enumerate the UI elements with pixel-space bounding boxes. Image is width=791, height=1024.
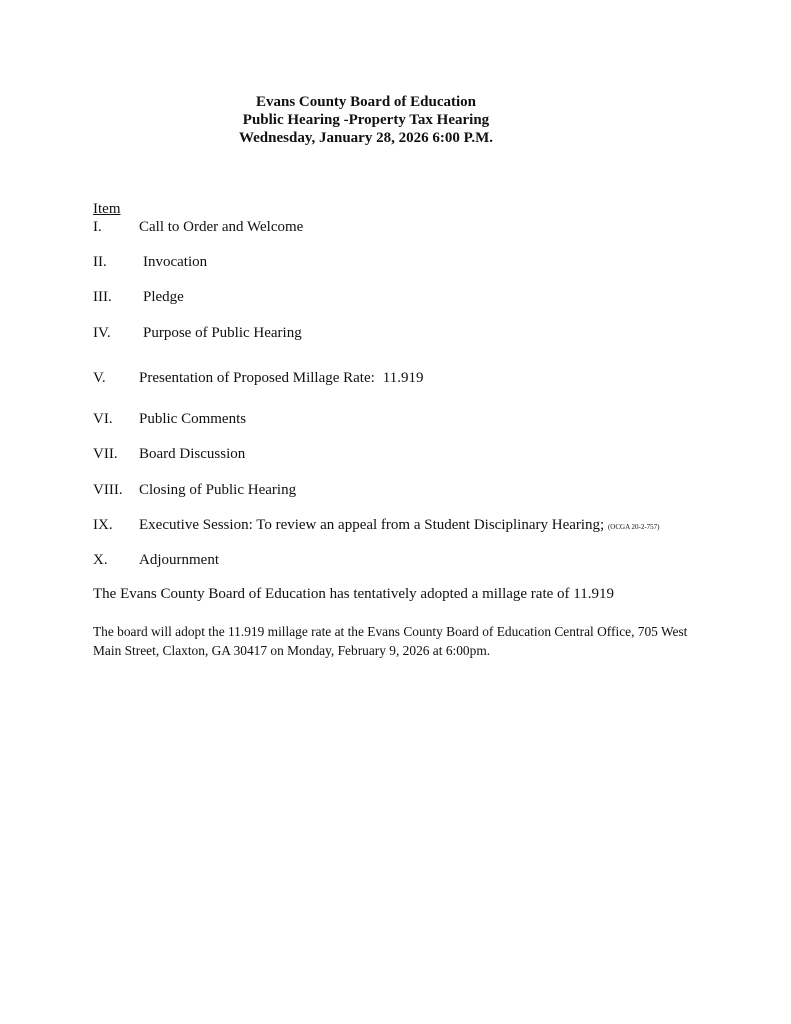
agenda-item-number: VII. <box>93 446 118 462</box>
hearing-title: Public Hearing -Property Tax Hearing <box>242 112 490 128</box>
agenda-item <box>93 481 296 499</box>
agenda-item-text: Executive Session: To review an appeal from a Student Disciplinary Hearing; <box>139 517 605 533</box>
agenda-item-number: VIII. <box>93 482 123 498</box>
agenda-item-text: Closing of Public Hearing <box>139 482 297 498</box>
agenda-item-text: Purpose of Public Hearing <box>143 325 302 341</box>
agenda-item-text: Pledge <box>143 289 184 305</box>
agenda-item <box>93 218 303 236</box>
agenda-item <box>93 551 219 569</box>
agenda-item-number: II. <box>93 254 107 270</box>
agenda-item-number: V. <box>93 370 106 386</box>
agenda-item-number: III. <box>93 289 112 305</box>
agenda-item <box>93 516 660 536</box>
millage-rate-value: 11.919 <box>382 370 424 386</box>
tentative-adoption-notice: The Evans County Board of Education has tentatively adopted a millage rate of 11.919 <box>93 586 614 602</box>
agenda-item-number: IX. <box>93 517 113 533</box>
agenda-item-heading: Item <box>93 201 121 217</box>
agenda-item-number: X. <box>93 552 108 568</box>
agenda-item <box>93 410 246 428</box>
statute-citation: (OCGA 20-2-757) <box>607 523 660 531</box>
agenda-item-text: Presentation of Proposed Millage Rate: <box>139 370 375 386</box>
agenda-item-number: I. <box>93 219 102 235</box>
agenda-item-text: Public Comments <box>139 411 247 427</box>
agenda-item-text: Invocation <box>143 254 208 270</box>
hearing-datetime: Wednesday, January 28, 2026 6:00 P.M. <box>238 130 494 146</box>
organization-title: Evans County Board of Education <box>255 94 477 110</box>
agenda-item-text: Adjournment <box>139 552 219 568</box>
agenda-item <box>93 369 424 387</box>
agenda-item <box>93 288 184 306</box>
agenda-item <box>93 253 207 271</box>
agenda-item-number: IV. <box>93 325 111 341</box>
agenda-item-number: VI. <box>93 411 113 427</box>
agenda-item-text: Call to Order and Welcome <box>139 219 304 235</box>
agenda-item <box>93 445 245 463</box>
agenda-item <box>93 324 302 342</box>
agenda-item-text: Board Discussion <box>139 446 246 462</box>
document-header <box>0 93 732 147</box>
final-adoption-notice: The board will adopt the 11.919 millage rate at the Evans County Board of Education Central Office, 705 West Main Street, Claxton, GA 30417 on Monday, February 9, 2026 at 6:00pm. <box>93 624 688 658</box>
